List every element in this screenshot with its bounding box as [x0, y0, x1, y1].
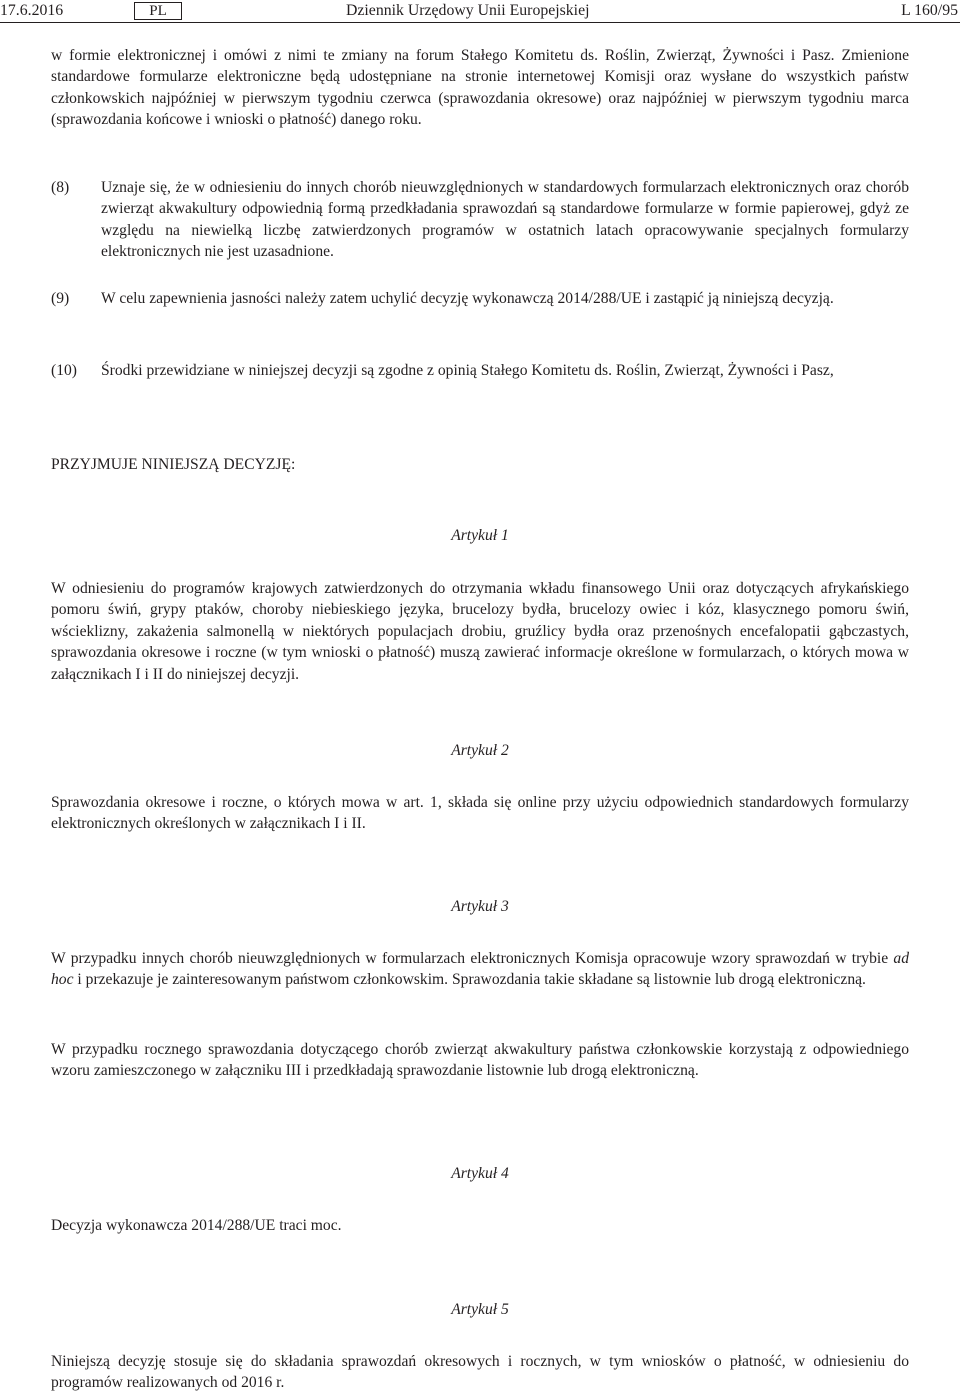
recital-10: [51, 360, 909, 381]
recital-8: [51, 177, 909, 263]
article-5-paragraph: Niniejszą decyzję stosuje się do składania sprawozdań okresowych i rocznych, w tym wniosków o płatność, w odniesieniu do programów realizowanych od 2016 r.: [51, 1353, 909, 1392]
article-4-paragraph: Decyzja wykonawcza 2014/288/UE traci moc.: [51, 1217, 342, 1234]
intro-paragraph: w formie elektronicznej i omówi z nimi te zmiany na forum Stałego Komitetu ds. Roślin, Zwierząt, Żywności i Pasz. Zmienione standardowe formularze elektroniczne będą udostępniane na stronie internetowej Komisji oraz wysłane do wszystkich państw członkowskich najpóźniej w pierwszym tygodniu czerwca (sprawozdania okresowe) oraz najpóźniej w pierwszym tygodniu marca (sprawozdania końcowe i wnioski o płatność) danego roku.: [51, 47, 909, 129]
page-reference: L 160/95: [901, 2, 958, 19]
article-2-paragraph: Sprawozdania okresowe i roczne, o których mowa w art. 1, składa się online przy użyciu odpowiednich standardowych formularzy elektronicznych określonych w załącznikach I i II.: [51, 794, 909, 833]
article-5-title: Artykuł 5: [451, 1301, 509, 1318]
page-header: [0, 0, 960, 23]
recital-number: (8): [51, 179, 70, 196]
article-1-paragraph: W odniesieniu do programów krajowych zatwierdzonych do otrzymania wkładu finansowego Unii oraz dotyczących afrykańskiego pomoru świń, grypy ptaków, choroby niebieskiego języka, brucelozy bydła, brucelozy owiec i kóz, klasycznego pomoru świń, wścieklizny, zakażenia salmonellą w niektórych populacjach drobiu, gruźlicy bydła oraz przenośnych encefalopatii gąbczastych, sprawozdania okresowe i roczne (w tym wnioski o płatność) muszą zawierać informacje określone w formularzach, o których mowa w załącznikach I i II do niniejszej decyzji.: [51, 580, 909, 683]
article-2-title: Artykuł 2: [451, 742, 509, 759]
language-badge: PL: [134, 2, 182, 20]
article-1-title: Artykuł 1: [451, 527, 509, 544]
article-3-paragraph-1: [51, 948, 909, 991]
publication-date: 17.6.2016: [0, 2, 64, 19]
recital-text: Uznaje się, że w odniesieniu do innych chorób nieuwzględnionych w standardowych formularzach elektronicznych oraz chorób zwierząt akwakultury odpowiednią formą przedkładania sprawozdań są standardowe formularze w formie papierowej, gdyż ze względu na niewielką liczbę zatwierdzonych programów w ostatnich latach opracowywanie specjalnych formularzy elektronicznych nie jest uzasadnione.: [101, 179, 909, 261]
recital-text: W celu zapewnienia jasności należy zatem uchylić decyzję wykonawczą 2014/288/UE i zastąpić ją niniejszą decyzją.: [101, 290, 834, 307]
recital-9: [51, 288, 909, 309]
article-3-paragraph-2: W przypadku rocznego sprawozdania dotyczącego chorób zwierząt akwakultury państwa członkowskie korzystają z odpowiedniego wzoru zamieszczonego w załączniku III i przedkładają sprawozdanie listownie lub drogą elektroniczną.: [51, 1041, 909, 1080]
article-3-title: Artykuł 3: [451, 898, 509, 915]
adoption-formula: PRZYJMUJE NINIEJSZĄ DECYZJĘ:: [51, 456, 296, 473]
article-4-title: Artykuł 4: [451, 1165, 509, 1182]
recital-text: Środki przewidziane w niniejszej decyzji są zgodne z opinią Stałego Komitetu ds. Roślin, Zwierząt, Żywności i Pasz,: [101, 362, 834, 379]
recital-number: (10): [51, 362, 77, 379]
recital-number: (9): [51, 290, 70, 307]
article-3-text-start: W przypadku innych chorób nieuwzględnionych w formularzach elektronicznych Komisja opracowuje wzory sprawozdań w trybie: [51, 950, 894, 967]
article-3-text-end: i przekazuje je zainteresowanym państwom członkowskim. Sprawozdania takie składane są listownie lub drogą elektroniczną.: [73, 971, 866, 989]
ad-hoc-term: ad hoc: [51, 950, 909, 989]
journal-title: Dziennik Urzędowy Unii Europejskiej: [346, 2, 590, 19]
